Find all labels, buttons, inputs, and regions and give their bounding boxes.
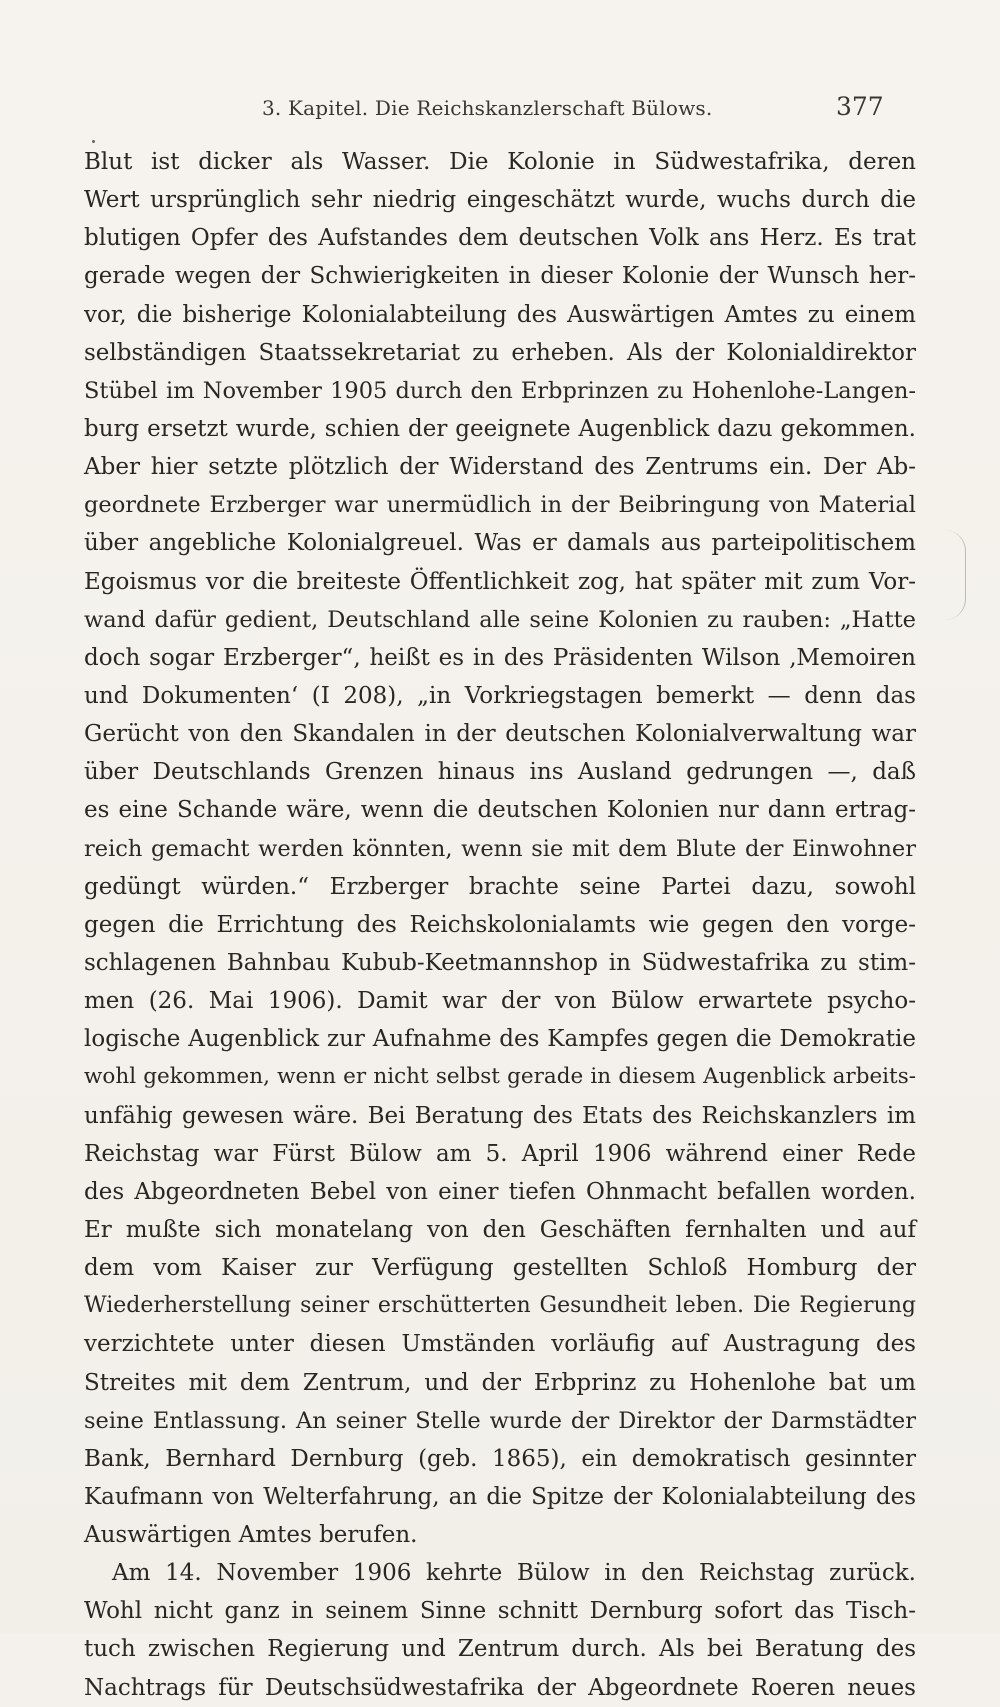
text-line: logische Augenblick zur Aufnahme des Kampfes gegen die Demokratie (84, 1026, 916, 1053)
text-line: Nachtrags für Deutschsüdwestafrika der Abgeordnete Roeren neues (84, 1674, 916, 1701)
text-line: gegen die Errichtung des Reichskolonialamts wie gegen den vorge- (84, 911, 916, 938)
text-line: Wohl nicht ganz in seinem Sinne schnitt Dernburg sofort das Tisch- (84, 1598, 916, 1625)
text-line: geordnete Erzberger war unermüdlich in der Beibringung von Material (84, 492, 916, 519)
text-line: Blut ist dicker als Wasser. Die Kolonie in Südwestafrika, deren (84, 149, 916, 175)
text-line: Kaufmann von Welterfahrung, an die Spitze der Kolonialabteilung des (84, 1483, 916, 1510)
text-line: schlagenen Bahnbau Kubub-Keetmannshop in Südwestafrika zu stim- (84, 949, 916, 976)
text-line: Aber hier setzte plötzlich der Widerstand des Zentrums ein. Der Ab- (84, 454, 916, 481)
text-line: Wert ursprünglich sehr niedrig eingeschätzt wurde, wuchs durch die (84, 187, 916, 214)
text-line: Reichstag war Fürst Bülow am 5. April 1906 während einer Rede (84, 1140, 916, 1167)
text-line: Am 14. November 1906 kehrte Bülow in den Reichstag zurück. (112, 1560, 916, 1587)
page-number: 377 (836, 92, 884, 121)
text-line: Streites mit dem Zentrum, und der Erbprinz zu Hohenlohe bat um (84, 1369, 916, 1396)
text-line: verzichtete unter diesen Umständen vorläufig auf Austragung des (84, 1331, 916, 1358)
text-line: über angebliche Kolonialgreuel. Was er damals aus parteipolitischem (84, 530, 916, 557)
text-line: vor, die bisherige Kolonialabteilung des Auswärtigen Amtes zu einem (84, 301, 916, 328)
text-line: über Deutschlands Grenzen hinaus ins Ausland gedrungen —, daß (84, 759, 916, 786)
text-line: doch sogar Erzberger“, heißt es in des Präsidenten Wilson ‚Memoiren (84, 644, 916, 671)
text-line: blutigen Opfer des Aufstandes dem deutschen Volk ans Herz. Es trat (84, 225, 916, 252)
text-line: Egoismus vor die breiteste Öffentlichkeit zog, hat später mit zum Vor- (84, 568, 916, 595)
text-line: dem vom Kaiser zur Verfügung gestellten Schloß Homburg der (84, 1255, 916, 1282)
text-line: Auswärtigen Amtes berufen. (84, 1522, 418, 1549)
text-line: selbständigen Staatssekretariat zu erheben. Als der Kolonialdirektor (84, 339, 916, 366)
text-line: Stübel im November 1905 durch den Erbprinzen zu Hohenlohe-Langen- (84, 377, 916, 404)
page-curve-mark (945, 530, 966, 620)
text-line: gedüngt würden.“ Erzberger brachte seine Partei dazu, sowohl (84, 873, 916, 900)
text-line: des Abgeordneten Bebel von einer tiefen Ohnmacht befallen worden. (84, 1178, 916, 1205)
text-line: tuch zwischen Regierung und Zentrum durch. Als bei Beratung des (84, 1636, 916, 1663)
text-line: men (26. Mai 1906). Damit war der von Bülow erwartete psycho- (84, 988, 916, 1015)
body-text (84, 143, 916, 1707)
text-line: unfähig gewesen wäre. Bei Beratung des Etats des Reichskanzlers im (84, 1102, 916, 1129)
text-line: es eine Schande wäre, wenn die deutschen Kolonien nur dann ertrag- (84, 797, 916, 824)
text-line: burg ersetzt wurde, schien der geeignete Augenblick dazu gekommen. (84, 415, 916, 442)
text-line: und Dokumenten‘ (I 208), „in Vorkriegstagen bemerkt — denn das (84, 682, 916, 709)
text-line: reich gemacht werden könnten, wenn sie mit dem Blute der Einwohner (84, 835, 916, 862)
text-line: Gerücht von den Skandalen in der deutschen Kolonialverwaltung war (84, 721, 916, 748)
text-line: wohl gekommen, wenn er nicht selbst gerade in diesem Augenblick arbeits- (84, 1064, 916, 1090)
text-line: wand dafür gedient, Deutschland alle seine Kolonien zu rauben: „Hatte (84, 606, 916, 633)
text-line: seine Entlassung. An seiner Stelle wurde der Direktor der Darmstädter (84, 1407, 916, 1434)
text-line: Wiederherstellung seiner erschütterten Gesundheit leben. Die Regierung (84, 1293, 916, 1319)
text-line: gerade wegen der Schwierigkeiten in dieser Kolonie der Wunsch her- (84, 263, 916, 290)
running-head: 3. Kapitel. Die Reichskanzlerschaft Bülows. (262, 96, 713, 120)
text-line: Bank, Bernhard Dernburg (geb. 1865), ein demokratisch gesinnter (84, 1445, 916, 1472)
text-line: Er mußte sich monatelang von den Geschäften fernhalten und auf (84, 1216, 916, 1243)
